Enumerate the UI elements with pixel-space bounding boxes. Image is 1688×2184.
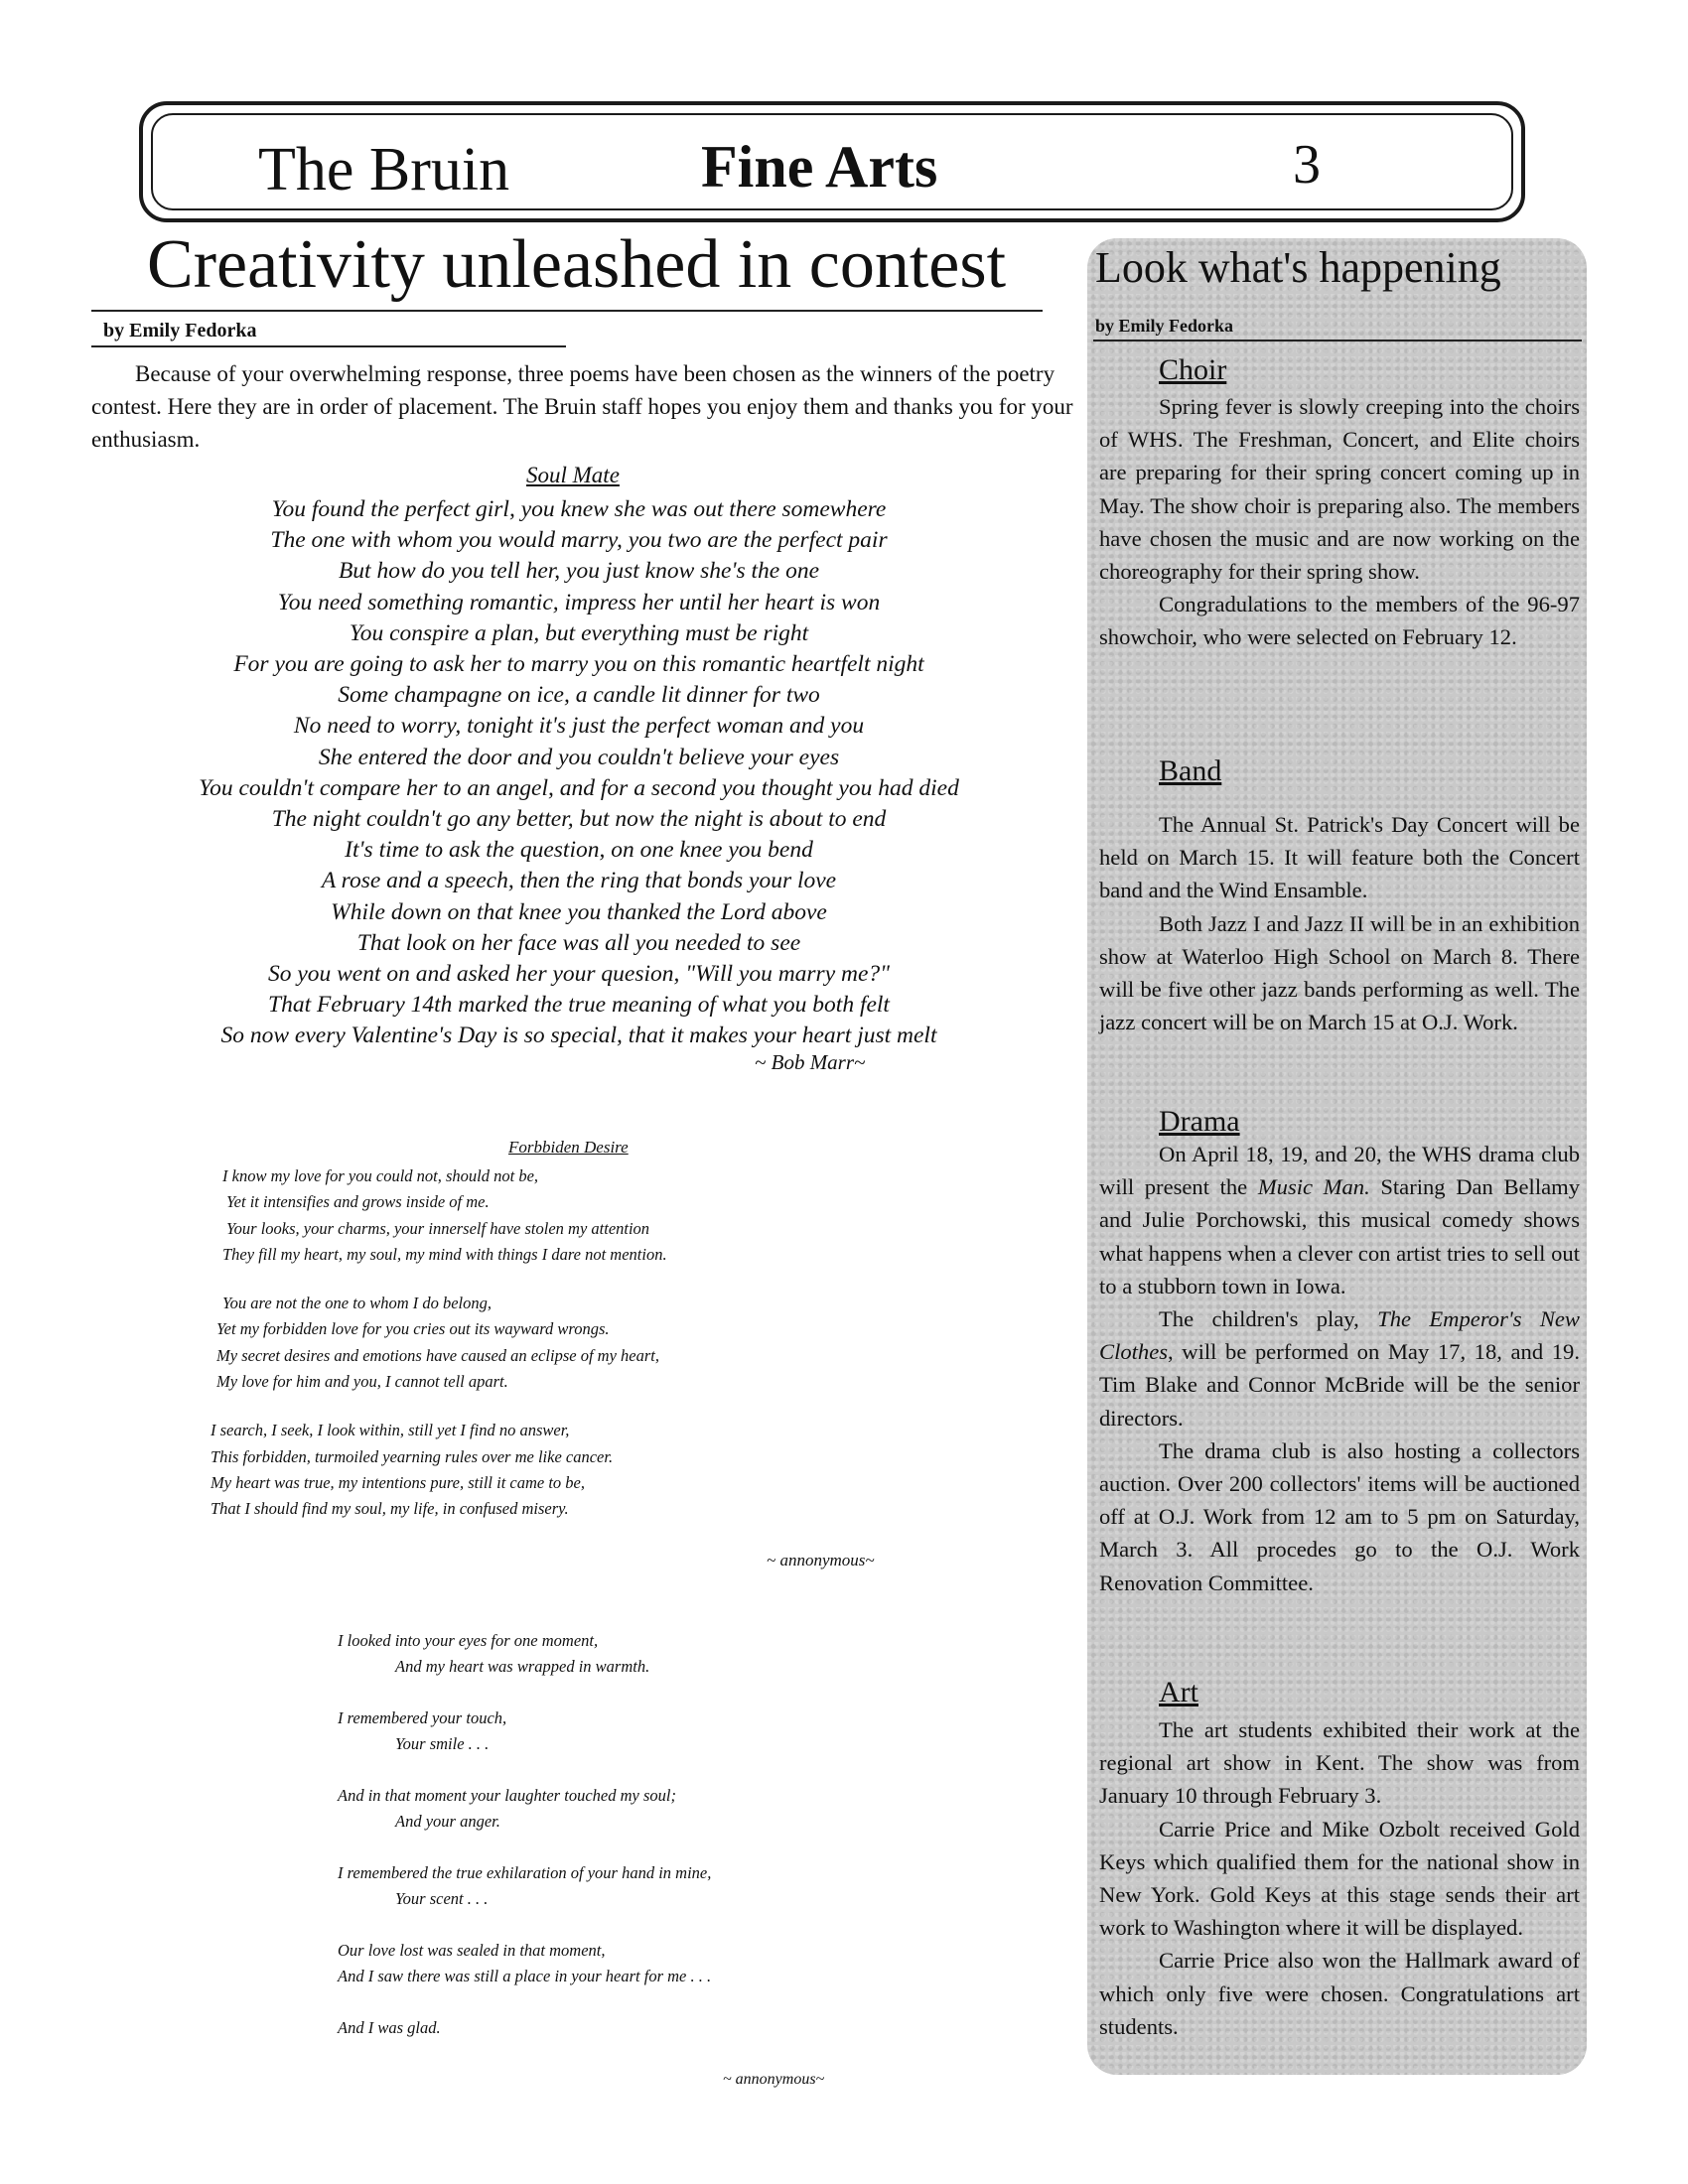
poem-signature-annonymous: ~ annonymous~ <box>767 1551 875 1570</box>
paragraph: The art students exhibited their work at the regional art show in Kent. The show was from January 10 through February 3. <box>1099 1717 1580 1809</box>
art-text <box>1099 1713 1580 2043</box>
text-run: On April 18, 19, and 20, the WHS drama club will present the <box>1099 1142 1580 1200</box>
stanza-gap <box>338 1757 894 1783</box>
paragraph <box>1099 1138 1580 1302</box>
poem-line: And in that moment your laughter touched my soul; <box>338 1786 676 1805</box>
poem-line: I remembered the true exhilaration of your hand in mine, <box>338 1863 712 1882</box>
poem-line: I remembered your touch, <box>338 1708 507 1727</box>
masthead-inner-border <box>151 113 1513 210</box>
show-title: The Emperor's New Clothes <box>1099 1306 1581 1365</box>
poem-title-forbbiden-desire: Forbbiden Desire <box>508 1138 629 1157</box>
poem-line: And I was glad. <box>338 2018 441 2037</box>
article-headline: Creativity unleashed in contest <box>147 226 1007 303</box>
heading-band: Band <box>1159 754 1222 787</box>
poem-line: The one with whom you would marry, you two are the perfect pair <box>270 527 888 554</box>
poem-line: Your scent . . . <box>395 1889 489 1908</box>
stanza-gap <box>338 1680 894 1706</box>
poem-line: That look on her face was all you needed to see <box>356 929 801 956</box>
paragraph: Carrie Price and Mike Ozbolt received Gold Keys which qualified them for the national show in New York. Gold Keys at this stage sends their art work to Washington where it will be displayed. <box>1099 1816 1580 1941</box>
poem-line: They fill my heart, my soul, my mind with things I dare not mention. <box>222 1244 667 1264</box>
paragraph: Both Jazz I and Jazz II will be in an exhibition show at Waterloo High School on March 8. There will be five other jazz bands performing as well. The jazz concert will be on March 15 at O.J. Work. <box>1099 910 1580 1035</box>
sidebar-byline: by Emily Fedorka <box>1095 316 1234 336</box>
paragraph: Spring fever is slowly creeping into the choirs of WHS. The Freshman, Concert, and Elite choirs are preparing for their spring concert coming up in May. The show choir is preparing also. The members have chosen the music and are now working on the choreography for their spring show. <box>1099 394 1580 585</box>
poem-signature-bob-marr: ~ Bob Marr~ <box>755 1050 866 1074</box>
poem-line: That I should find my soul, my life, in confused misery. <box>211 1499 569 1519</box>
stanza-gap <box>338 1989 894 2015</box>
poem-line: For you are going to ask her to marry you on this romantic heartfelt night <box>233 651 924 678</box>
poem-line: You couldn't compare her to an angel, and for a second you thought you had died <box>199 774 959 801</box>
poem-line: My love for him and you, I cannot tell apart. <box>216 1372 508 1392</box>
paragraph <box>1099 1302 1580 1434</box>
stanza-gap <box>338 1912 894 1938</box>
article-byline: by Emily Fedorka <box>103 320 257 341</box>
poem-line: While down on that knee you thanked the Lord above <box>331 898 827 925</box>
poem-line: Yet my forbidden love for you cries out its wayward wrongs. <box>216 1319 610 1339</box>
poem-line: It's time to ask the question, on one knee you bend <box>345 837 813 864</box>
sidebar-title: Look what's happening <box>1095 243 1501 292</box>
poem-line: I know my love for you could not, should not be, <box>222 1166 539 1185</box>
poem-line: Yet it intensifies and grows inside of me. <box>226 1192 490 1212</box>
poem-stanza <box>222 1163 838 1268</box>
poem-line: And my heart was wrapped in warmth. <box>395 1657 650 1676</box>
article-intro: Because of your overwhelming response, three poems have been chosen as the winners of the poetry contest. Here they are in order of placement. The Bruin staff hopes you enjoy them and thanks you for your enthusiasm. <box>91 361 1073 452</box>
sidebar-rule <box>1093 340 1582 341</box>
headline-rule <box>91 310 1043 312</box>
poem-line: No need to worry, tonight it's just the perfect woman and you <box>293 713 865 740</box>
masthead <box>139 101 1525 222</box>
poem-line: I search, I seek, I look within, still yet I find no answer, <box>211 1421 570 1440</box>
byline-rule <box>91 345 566 347</box>
poem-line: A rose and a speech, then the ring that bonds your love <box>321 868 837 894</box>
poem-line: You conspire a plan, but everything must be right <box>349 619 809 646</box>
poem-line: The night couldn't go any better, but now the night is about to end <box>271 806 887 833</box>
poem-line: And I saw there was still a place in your heart for me . . . <box>338 1967 712 1985</box>
poem-soul-mate <box>99 494 1058 1052</box>
text-run: The children's play, <box>1159 1306 1378 1332</box>
poem-line: But how do you tell her, you just know she's the one <box>338 558 820 585</box>
sidebar-look-whats-happening <box>1087 238 1587 2075</box>
heading-choir: Choir <box>1159 353 1227 386</box>
poem-line: My heart was true, my intentions pure, still it came to be, <box>211 1472 586 1492</box>
poem-stanza <box>216 1291 838 1395</box>
poem-line: You found the perfect girl, you knew she was out there somewhere <box>271 496 887 522</box>
drama-text <box>1099 1138 1580 1599</box>
poem-signature-annonymous: ~ annonymous~ <box>723 2071 825 2088</box>
poem-title-soul-mate: Soul Mate <box>526 463 620 487</box>
poem-line: Our love lost was sealed in that moment, <box>338 1941 606 1960</box>
paragraph: The drama club is also hosting a collectors auction. Over 200 collectors' items will be auctioned off at O.J. Work from 12 am to 5 pm on Saturday, March 3. All procedes go to the O.J. Work Renovation Committee. <box>1099 1437 1580 1595</box>
show-title: Music Man. <box>1257 1174 1370 1200</box>
poem-line: Some champagne on ice, a candle lit dinner for two <box>338 682 820 709</box>
poem-line: You are not the one to whom I do belong, <box>222 1294 492 1313</box>
section-title: Fine Arts <box>701 134 938 200</box>
band-text <box>1099 808 1580 1038</box>
poem-line: Your looks, your charms, your innerself have stolen my attention <box>226 1218 650 1238</box>
paragraph: Congradulations to the members of the 96-97 showchoir, who were selected on February 12. <box>1099 592 1580 650</box>
heading-art: Art <box>1159 1676 1198 1708</box>
poem-forbbiden-desire <box>211 1163 838 1546</box>
poem-stanza <box>211 1418 838 1522</box>
poem-line: So now every Valentine's Day is so special, that it makes your heart just melt <box>220 1023 937 1049</box>
text-run: Staring Dan Bellamy and Julie Porchowski, this musical comedy shows what happens when a clever con artist tries to sell out to a stubborn town in Iowa. <box>1099 1174 1580 1298</box>
poem-line: I looked into your eyes for one moment, <box>338 1631 599 1650</box>
poem-line: She entered the door and you couldn't believe your eyes <box>318 744 840 770</box>
heading-drama: Drama <box>1159 1105 1240 1138</box>
text-run: , will be performed on May 17, 18, and 19. Tim Blake and Connor McBride will be the senior directors. <box>1099 1339 1580 1431</box>
poem-line: Your smile . . . <box>395 1734 490 1753</box>
page-number: 3 <box>1293 134 1321 196</box>
poem-line: So you went on and asked her your quesion, "Will you marry me?" <box>267 961 891 988</box>
poem-line: This forbidden, turmoiled yearning rules over me like cancer. <box>211 1446 614 1466</box>
poem-line: You need something romantic, impress her until her heart is won <box>277 589 881 615</box>
choir-text <box>1099 390 1580 654</box>
paragraph: Carrie Price also won the Hallmark award of which only five were chosen. Congratulations art students. <box>1099 1948 1580 2039</box>
poem-untitled <box>338 1628 894 2041</box>
newspaper-name: The Bruin <box>258 136 510 204</box>
paragraph: The Annual St. Patrick's Day Concert will be held on March 15. It will feature both the Concert band and the Wind Ensamble. <box>1099 812 1580 903</box>
poem-line: And your anger. <box>395 1812 500 1831</box>
stanza-gap <box>338 1835 894 1860</box>
poem-line: My secret desires and emotions have caused an eclipse of my heart, <box>216 1345 659 1365</box>
poem-line: That February 14th marked the true meaning of what you both felt <box>268 992 890 1019</box>
